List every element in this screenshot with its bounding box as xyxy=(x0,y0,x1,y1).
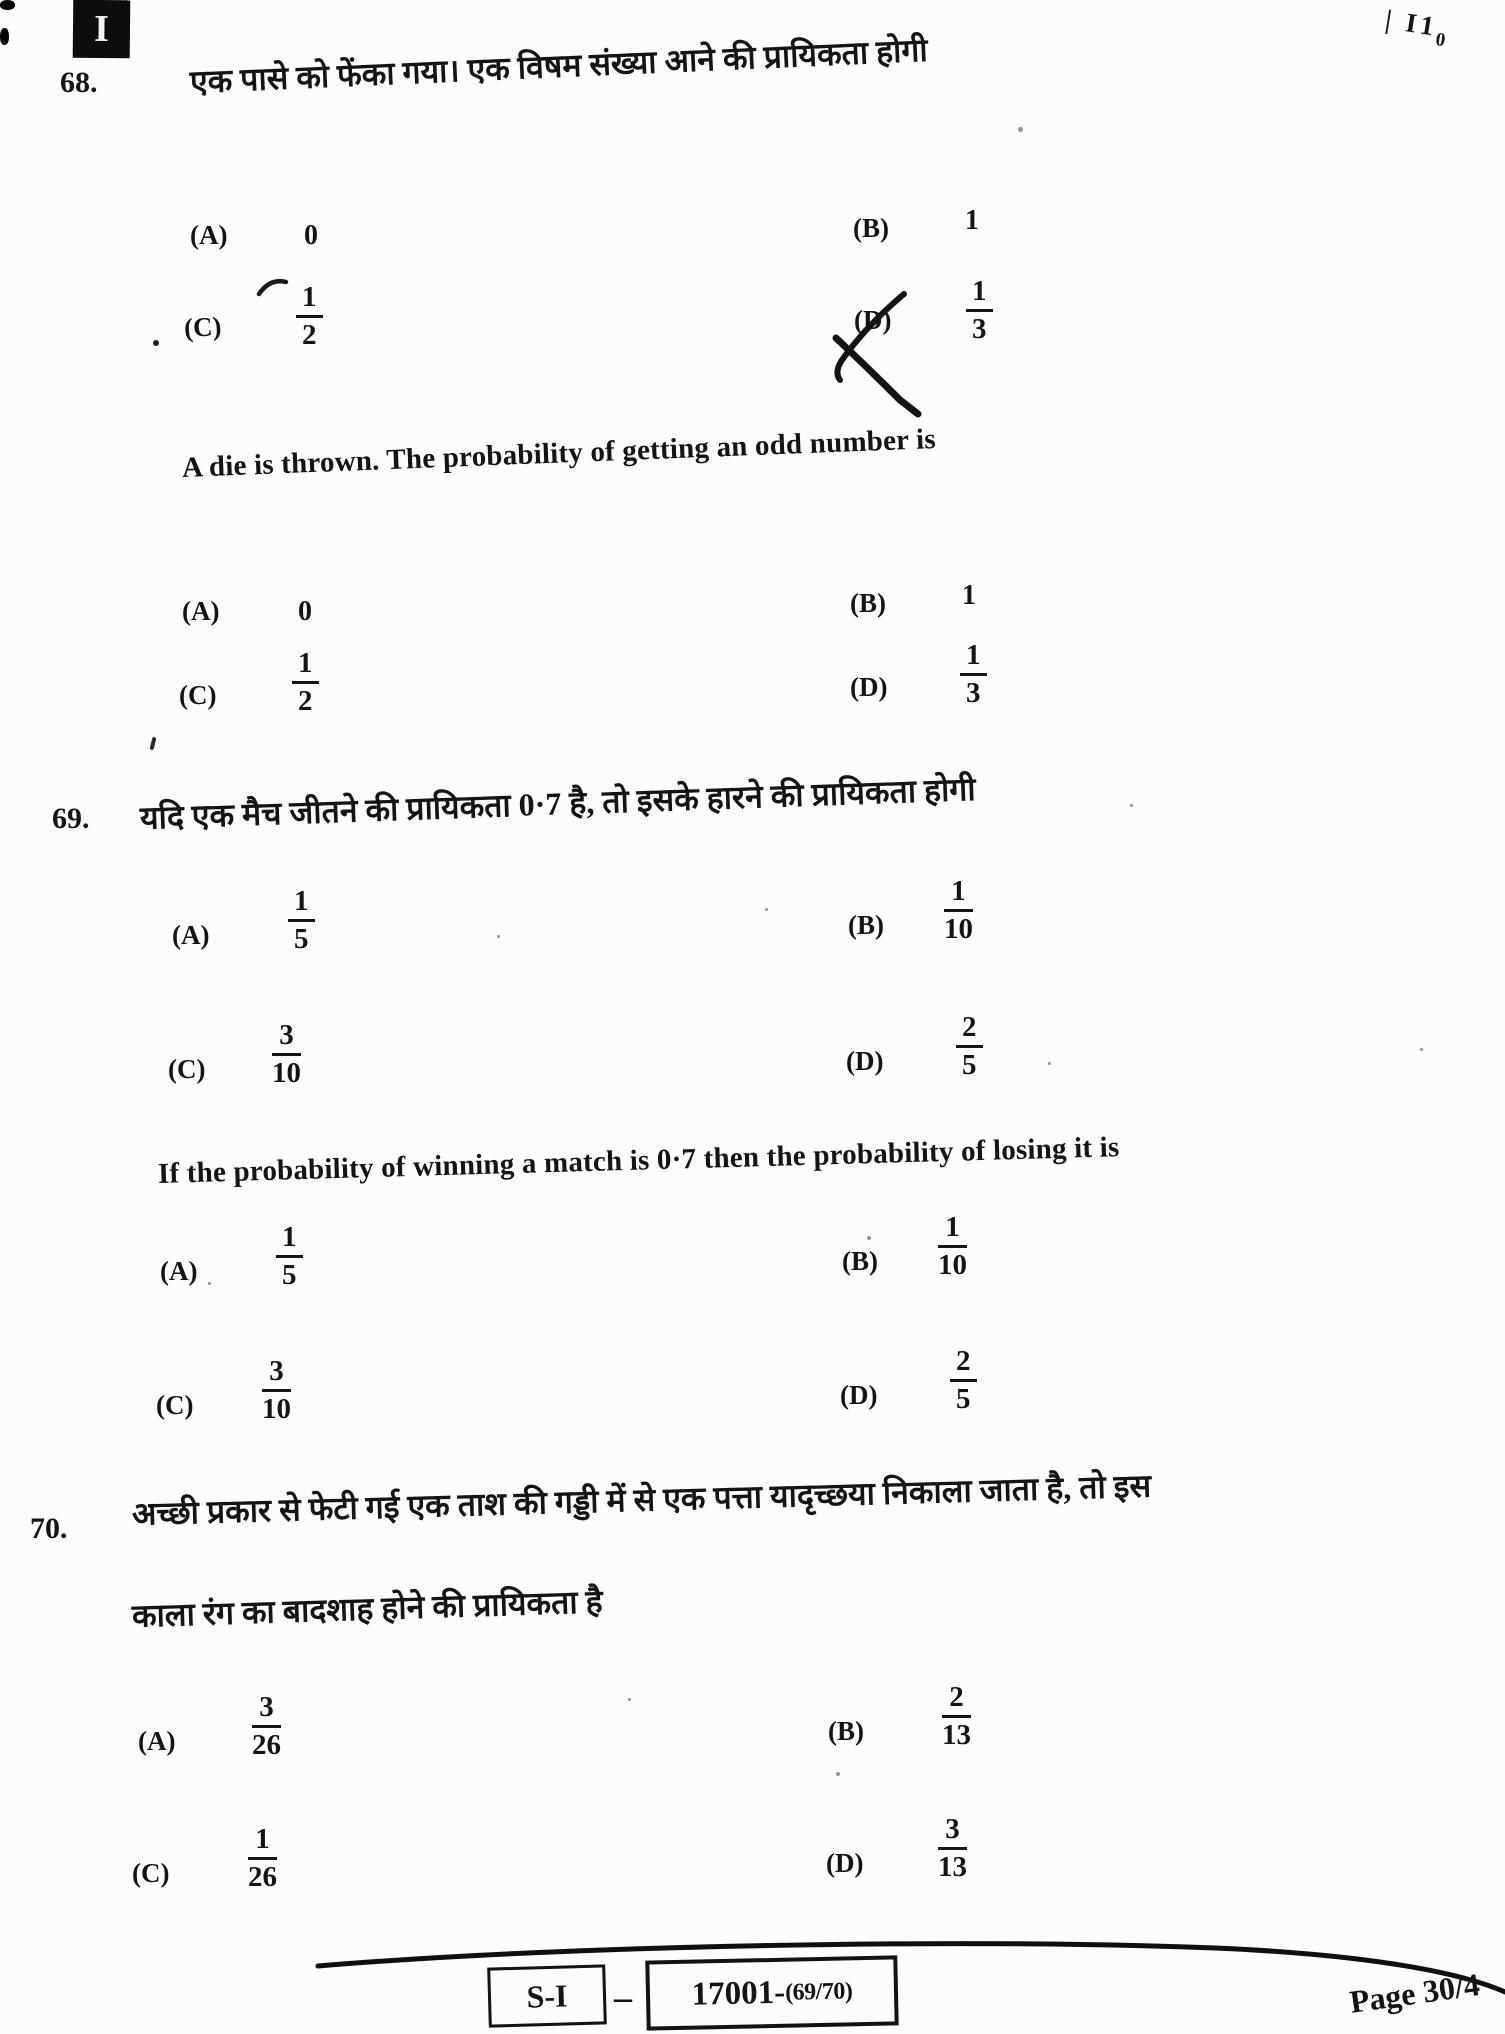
question-70-text-hindi-line1: अच्छी प्रकार से फेटी गई एक ताश की गड्डी में से एक पत्ता यादृच्छया निकाला जाता है, तो इस xyxy=(131,1467,1152,1532)
fraction-numerator: 3 xyxy=(272,1020,301,1056)
handwritten-cross-mark xyxy=(826,288,936,418)
fraction-numerator: 1 xyxy=(938,1212,967,1248)
fraction-denominator: 10 xyxy=(272,1057,301,1090)
q69-hi-option-b-label: (B) xyxy=(848,910,884,940)
scan-edge-artifact xyxy=(0,28,9,45)
fraction-numerator: 1 xyxy=(296,282,323,318)
q69-hi-option-c-fraction xyxy=(272,1020,301,1090)
fraction-denominator: 13 xyxy=(938,1851,967,1884)
fraction-numerator: 1 xyxy=(966,276,993,312)
top-right-marker-sub: 0 xyxy=(1434,29,1447,52)
footer-paper-code-sub: (69/70) xyxy=(784,1977,853,2006)
top-right-marker-text: | I1 xyxy=(1383,4,1441,42)
scan-edge-artifact xyxy=(0,0,15,10)
fraction-numerator: 1 xyxy=(960,640,987,676)
q70-option-c-fraction xyxy=(248,1824,277,1894)
q69-en-option-d-label: (D) xyxy=(840,1380,878,1410)
q68-en-option-c-label: (C) xyxy=(179,680,217,710)
q68-hi-option-c-label: (C) xyxy=(183,311,223,343)
scan-speck xyxy=(497,935,500,938)
q68-en-option-b-value: 1 xyxy=(962,580,976,611)
booklet-series-box xyxy=(73,0,131,58)
scan-speck xyxy=(1018,127,1023,132)
fraction-denominator: 5 xyxy=(294,923,309,956)
q69-hi-option-a-label: (A) xyxy=(172,920,210,950)
fraction-numerator: 2 xyxy=(942,1682,971,1718)
q70-option-d-label: (D) xyxy=(826,1848,864,1878)
fraction-denominator: 5 xyxy=(956,1383,971,1416)
q68-hi-option-b-value: 1 xyxy=(965,205,979,236)
fraction-denominator: 26 xyxy=(252,1729,281,1762)
scan-speck xyxy=(765,908,768,911)
footer-paper-code: 17001- xyxy=(691,1974,786,2013)
scan-speck xyxy=(836,1772,840,1776)
q69-hi-option-b-fraction xyxy=(944,876,973,946)
fraction-denominator: 13 xyxy=(942,1719,971,1752)
q68-hi-option-d-fraction xyxy=(966,276,993,346)
scan-speck xyxy=(1130,804,1133,807)
stray-tick-mark xyxy=(149,737,156,751)
fraction-denominator: 2 xyxy=(298,685,313,718)
footer-set-code: S-I xyxy=(526,1976,568,2015)
page-number-label: Page 30/4 xyxy=(1347,1965,1482,2020)
footer-separator: – xyxy=(614,1977,632,2017)
q68-en-option-a-label: (A) xyxy=(182,596,220,626)
fraction-denominator: 10 xyxy=(944,913,973,946)
fraction-numerator: 1 xyxy=(276,1222,303,1258)
fraction-denominator: 2 xyxy=(302,319,317,352)
q70-option-c-label: (C) xyxy=(132,1858,170,1888)
question-70-text-hindi-line2: काला रंग का बादशाह होने की प्रायिकता है xyxy=(131,1583,604,1634)
fraction-denominator: 26 xyxy=(248,1861,277,1894)
footer-paper-code-box xyxy=(645,1955,898,2030)
question-69-text-hindi: यदि एक मैच जीतने की प्रायिकता 0·7 है, तो इसके हारने की प्रायिकता होगी xyxy=(139,770,977,836)
q68-hi-option-a-label: (A) xyxy=(190,220,228,250)
q69-hi-option-d-label: (D) xyxy=(846,1046,884,1076)
footer-set-code-box xyxy=(487,1964,607,2027)
booklet-series-label: I xyxy=(93,7,110,51)
q69-en-option-a-label: (A) xyxy=(160,1256,198,1286)
fraction-numerator: 3 xyxy=(938,1814,967,1850)
fraction-denominator: 5 xyxy=(962,1049,977,1082)
question-70-number: 70. xyxy=(30,1512,68,1545)
q68-hi-option-b-label: (B) xyxy=(853,213,889,243)
question-69-number: 69. xyxy=(52,802,90,835)
stray-dot-mark xyxy=(153,340,159,346)
fraction-denominator: 5 xyxy=(282,1259,297,1292)
fraction-numerator: 1 xyxy=(292,648,319,684)
fraction-numerator: 2 xyxy=(956,1012,983,1048)
top-right-print-marker xyxy=(1382,4,1450,52)
question-68-text-english: A die is thrown. The probability of getting an odd number is xyxy=(181,423,937,484)
question-68-text-hindi: एक पासे को फेंका गया। एक विषम संख्या आने की प्रायिकता होगी xyxy=(189,31,929,100)
fraction-denominator: 10 xyxy=(262,1393,291,1426)
scan-speck xyxy=(1048,1062,1051,1065)
fraction-numerator: 3 xyxy=(252,1692,281,1728)
scan-speck xyxy=(1420,1048,1423,1051)
q68-hi-option-a-value: 0 xyxy=(304,220,318,251)
fraction-numerator: 1 xyxy=(248,1824,277,1860)
question-69-text-english: If the probability of winning a match is 0·7 then the probability of losing it is xyxy=(157,1131,1120,1190)
q69-en-option-c-label: (C) xyxy=(156,1390,194,1420)
q70-option-a-fraction xyxy=(252,1692,281,1762)
q69-en-option-c-fraction xyxy=(262,1356,291,1426)
fraction-numerator: 1 xyxy=(288,886,315,922)
q69-hi-option-c-label: (C) xyxy=(168,1054,206,1084)
question-68-number: 68. xyxy=(60,66,98,99)
scan-speck xyxy=(867,1236,871,1240)
scan-speck xyxy=(208,1282,211,1285)
fraction-denominator: 3 xyxy=(966,677,981,710)
q69-en-option-b-fraction xyxy=(938,1212,967,1282)
q68-hi-option-c-fraction xyxy=(296,282,323,352)
q69-en-option-a-fraction xyxy=(276,1222,303,1292)
q68-en-option-d-label: (D) xyxy=(850,672,888,702)
q70-option-a-label: (A) xyxy=(138,1726,176,1756)
q69-en-option-b-label: (B) xyxy=(842,1246,878,1276)
q70-option-b-fraction xyxy=(942,1682,971,1752)
fraction-numerator: 3 xyxy=(262,1356,291,1392)
q68-hi-option-d-label: (D) xyxy=(854,305,892,335)
q70-option-d-fraction xyxy=(938,1814,967,1884)
fraction-numerator: 2 xyxy=(950,1346,977,1382)
q68-en-option-c-fraction xyxy=(292,648,319,718)
q69-hi-option-a-fraction xyxy=(288,886,315,956)
q68-en-option-b-label: (B) xyxy=(850,588,886,618)
q69-hi-option-d-fraction xyxy=(956,1012,983,1082)
fraction-denominator: 10 xyxy=(938,1249,967,1282)
q69-en-option-d-fraction xyxy=(950,1346,977,1416)
q68-en-option-a-value: 0 xyxy=(298,596,312,627)
fraction-denominator: 3 xyxy=(972,313,987,346)
fraction-numerator: 1 xyxy=(944,876,973,912)
q68-en-option-d-fraction xyxy=(960,640,987,710)
q70-option-b-label: (B) xyxy=(828,1716,864,1746)
handwritten-caret-mark xyxy=(256,274,290,300)
scan-speck xyxy=(628,1698,631,1701)
